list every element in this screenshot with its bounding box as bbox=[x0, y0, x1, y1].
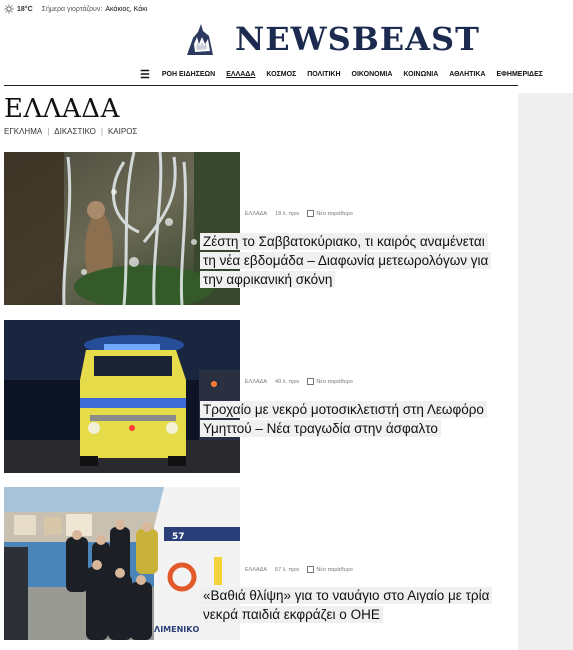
subnav-judicial[interactable]: ΔΙΚΑΣΤΙΚΟ bbox=[54, 127, 96, 136]
vessel-name-text: ΛΙΜΕΝΙΚΟ bbox=[154, 625, 200, 634]
article-headline-text: «Βαθιά θλίψη» για το ναυάγιο στο Αιγαίο με τρία νεκρά παιδιά εκφράζει ο ΟΗΕ bbox=[200, 587, 492, 623]
nav-item-sports[interactable]: ΑΘΛΗΤΙΚΑ bbox=[449, 70, 486, 78]
sun-icon bbox=[4, 4, 14, 14]
article-meta bbox=[245, 566, 353, 573]
subnav-crime[interactable]: ΕΓΚΛΗΜΑ bbox=[4, 127, 43, 136]
nav-item-greece[interactable]: ΕΛΛΑΔΑ bbox=[226, 70, 256, 78]
article-headline[interactable] bbox=[200, 400, 496, 438]
article-meta bbox=[245, 210, 353, 217]
article-image-ambulance[interactable] bbox=[4, 320, 240, 473]
sidebar-placeholder bbox=[518, 93, 573, 650]
subnav-weather[interactable]: ΚΑΙΡΟΣ bbox=[107, 127, 138, 136]
namedays-label: Σήμερα γιορτάζουν: bbox=[41, 5, 103, 13]
namedays-names: Ακάκιος, Κάκι bbox=[105, 5, 148, 13]
subnav-separator: | bbox=[100, 127, 103, 136]
section-title: ΕΛΛΑΔΑ bbox=[4, 94, 120, 124]
nav-item-society[interactable]: ΚΟΙΝΩΝΙΑ bbox=[403, 70, 439, 78]
shark-logo-icon bbox=[183, 22, 215, 56]
article-category[interactable]: ΕΛΛΑΔΑ bbox=[245, 378, 268, 385]
nav-item-newspapers[interactable]: ΕΦΗΜΕΡΙΔΕΣ bbox=[496, 70, 543, 78]
new-window-label: Νέο παράθυρο bbox=[316, 566, 353, 573]
article-category[interactable]: ΕΛΛΑΔΑ bbox=[245, 210, 268, 217]
article-headline-text: Ζέστη το Σαββατοκύριακο, τι καιρός αναμένεται τη νέα εβδομάδα – Διαφωνία μετεωρολόγων για την αφρικανική σκόνη bbox=[200, 233, 491, 288]
temperature: 18°C bbox=[17, 5, 33, 13]
new-window-label: Νέο παράθυρο bbox=[316, 210, 353, 217]
section-subnav bbox=[4, 127, 137, 136]
article-card bbox=[4, 487, 514, 640]
article-time: 49 λ. πριν bbox=[275, 378, 300, 385]
open-new-window-link[interactable] bbox=[307, 378, 352, 385]
site-logo[interactable] bbox=[183, 22, 480, 56]
nav-item-economy[interactable]: ΟΙΚΟΝΟΜΙΑ bbox=[351, 70, 393, 78]
logo-wordmark: NEWSBEAST bbox=[235, 20, 480, 58]
article-headline[interactable] bbox=[200, 232, 496, 289]
nav-item-news-feed[interactable]: ΡΟΗ ΕΙΔΗΣΕΩΝ bbox=[161, 70, 216, 78]
article-headline[interactable] bbox=[200, 586, 496, 624]
open-new-window-link[interactable] bbox=[307, 566, 352, 573]
vessel-number-text: 57 bbox=[172, 532, 185, 542]
article-category[interactable]: ΕΛΛΑΔΑ bbox=[245, 566, 268, 573]
article-time: 18 λ. πριν bbox=[275, 210, 300, 217]
article-card bbox=[4, 320, 514, 473]
main-nav bbox=[140, 66, 554, 82]
article-headline-text: Τροχαίο με νεκρό μοτοσικλετιστή στη Λεωφόρο Υμηττού – Νέα τραγωδία στην άσφαλτο bbox=[200, 401, 487, 437]
weather-widget[interactable] bbox=[4, 4, 147, 14]
nav-item-politics[interactable]: ΠΟΛΙΤΙΚΗ bbox=[307, 70, 341, 78]
subnav-separator: | bbox=[47, 127, 50, 136]
menu-icon[interactable]: ☰ bbox=[140, 68, 150, 81]
article-meta bbox=[245, 378, 353, 385]
open-new-window-link[interactable] bbox=[307, 210, 352, 217]
new-window-icon bbox=[307, 210, 314, 217]
article-card bbox=[4, 152, 514, 305]
new-window-label: Νέο παράθυρο bbox=[316, 378, 353, 385]
new-window-icon bbox=[307, 566, 314, 573]
new-window-icon bbox=[307, 378, 314, 385]
top-bar bbox=[0, 0, 573, 18]
nav-item-world[interactable]: ΚΟΣΜΟΣ bbox=[266, 70, 297, 78]
article-time: 57 λ. πριν bbox=[275, 566, 300, 573]
header-divider bbox=[4, 85, 518, 86]
